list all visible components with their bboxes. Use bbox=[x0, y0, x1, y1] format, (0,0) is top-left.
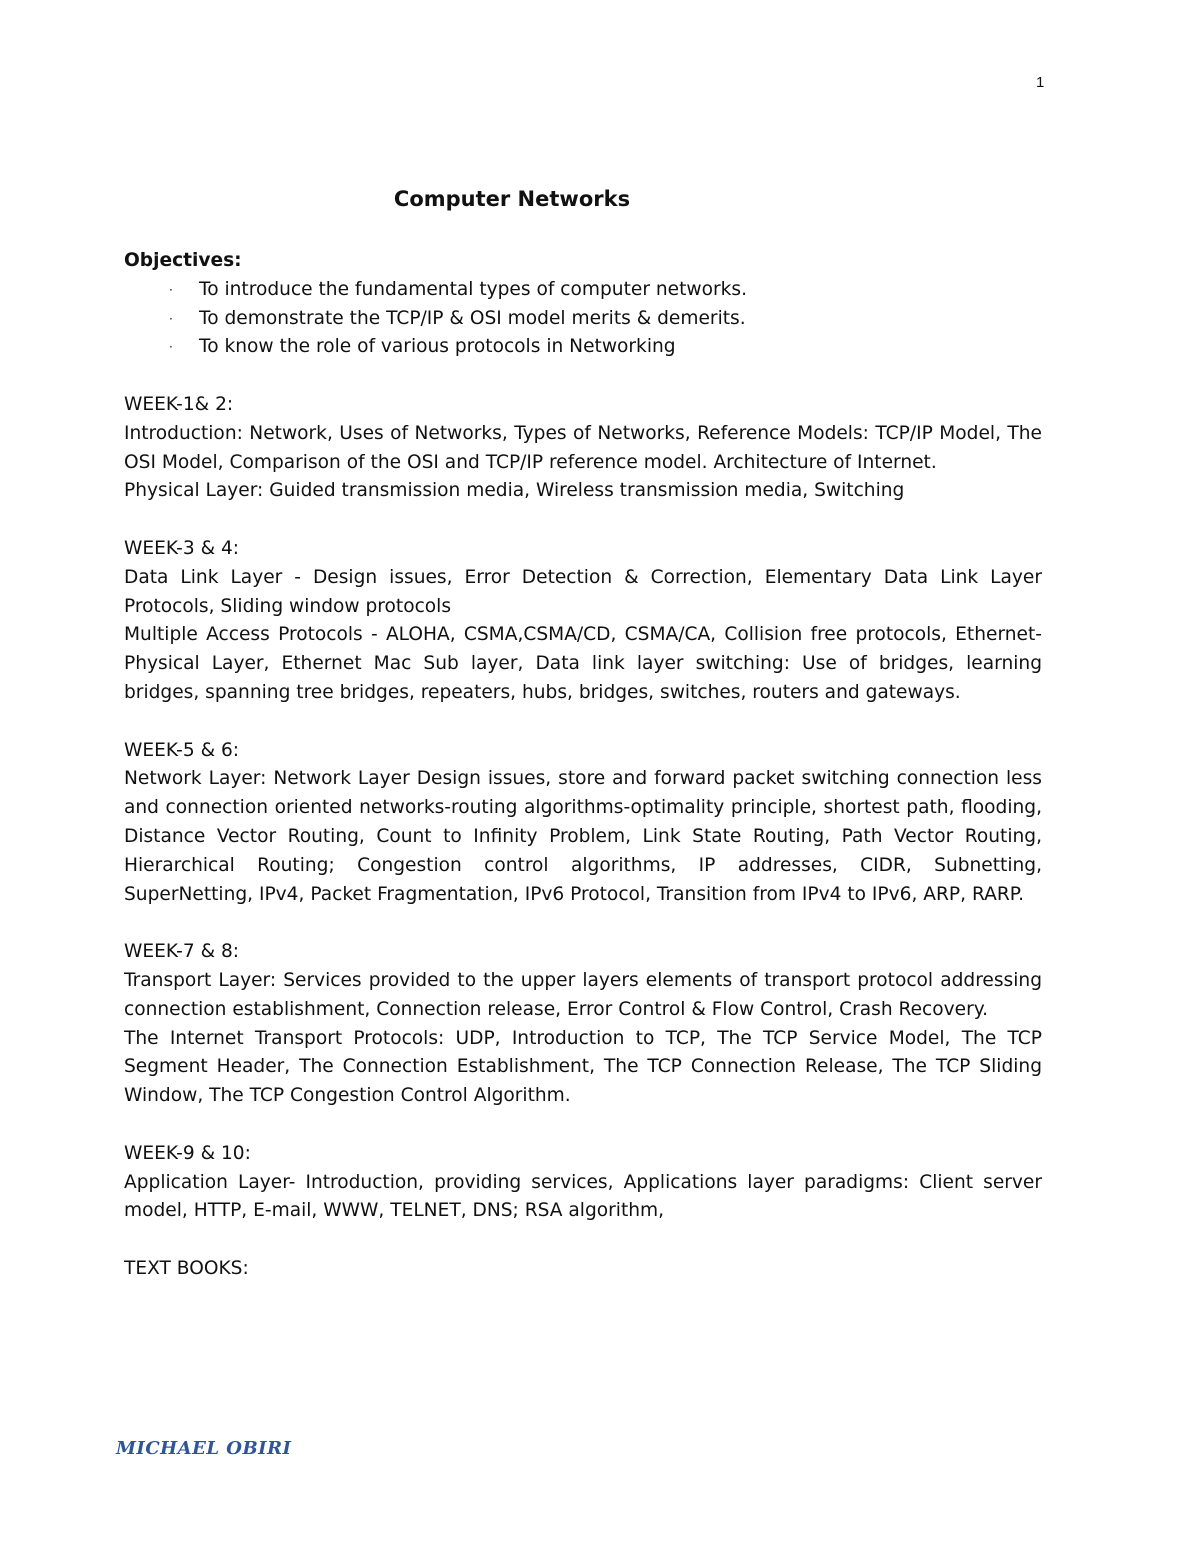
week-section bbox=[124, 1140, 1042, 1226]
week-heading: WEEK-5 & 6: bbox=[124, 739, 240, 761]
week-paragraph: Data Link Layer - Design issues, Error Detection & Correction, Elementary Data Link Layer Protocols, Sliding window protocols bbox=[124, 566, 1042, 617]
week-paragraph: Network Layer: Network Layer Design issues, store and forward packet switching connection less and connection oriented networks-routing algorithms-optimality principle, shortest path, flooding, Distance Vector Routing, Count to Infinity Problem, Link State Routing, Path Vector Routing, Hierarchical Routing; Congestion control algorithms, IP addresses, CIDR, Subnetting, SuperNetting, IPv4, Packet Fragmentation, IPv6 Protocol, Transition from IPv4 to IPv6, ARP, RARP. bbox=[124, 768, 1042, 905]
objective-item: · To introduce the fundamental types of computer networks. bbox=[124, 276, 1042, 305]
objective-item: · To know the role of various protocols in Networking bbox=[124, 333, 1042, 362]
footer-author: MICHAEL OBIRI bbox=[116, 1438, 292, 1459]
page-number: 1 bbox=[1036, 74, 1045, 91]
week-paragraph: Multiple Access Protocols - ALOHA, CSMA,CSMA/CD, CSMA/CA, Collision free protocols, Ethernet- Physical Layer, Ethernet Mac Sub layer, Data link layer switching: Use of bridges, learning bridges, spanning tree bridges, repeaters, hubs, bridges, switches, routers and gateways. bbox=[124, 624, 1042, 703]
week-heading: WEEK-1& 2: bbox=[124, 393, 234, 415]
document-title: Computer Networks bbox=[393, 187, 631, 211]
week-paragraph: Introduction: Network, Uses of Networks, Types of Networks, Reference Models: TCP/IP Model, The OSI Model, Comparison of the OSI and TCP/IP reference model. Architecture of Internet. bbox=[124, 422, 1042, 473]
week-paragraph: Transport Layer: Services provided to the upper layers elements of transport protocol addressing connection establishment, Connection release, Error Control & Flow Control, Crash Recovery. bbox=[124, 969, 1042, 1020]
week-section bbox=[124, 535, 1042, 708]
objectives-heading: Objectives: bbox=[124, 250, 242, 271]
objectives-list bbox=[124, 276, 1042, 362]
week-paragraph: Application Layer- Introduction, providing services, Applications layer paradigms: Client server model, HTTP, E-mail, WWW, TELNET, DNS; RSA algorithm, bbox=[124, 1171, 1042, 1222]
week-heading: WEEK-9 & 10: bbox=[124, 1142, 251, 1164]
week-section bbox=[124, 737, 1042, 910]
week-section bbox=[124, 938, 1042, 1111]
week-paragraph: The Internet Transport Protocols: UDP, Introduction to TCP, The TCP Service Model, The TCP Segment Header, The Connection Establishment, The TCP Connection Release, The TCP Sliding Window, The TCP Congestion Control Algorithm. bbox=[124, 1027, 1042, 1107]
week-paragraph: Physical Layer: Guided transmission media, Wireless transmission media, Switching bbox=[124, 480, 905, 502]
week-heading: WEEK-3 & 4: bbox=[124, 537, 240, 559]
bullet-icon: · bbox=[169, 282, 173, 297]
document-body bbox=[124, 247, 1042, 1284]
week-heading: WEEK-7 & 8: bbox=[124, 941, 240, 963]
week-section bbox=[124, 391, 1042, 506]
objective-item: · To demonstrate the TCP/IP & OSI model merits & demerits. bbox=[124, 305, 1042, 334]
bullet-icon: · bbox=[169, 311, 173, 326]
textbooks-heading: TEXT BOOKS: bbox=[124, 1257, 249, 1279]
bullet-icon: · bbox=[169, 340, 173, 355]
